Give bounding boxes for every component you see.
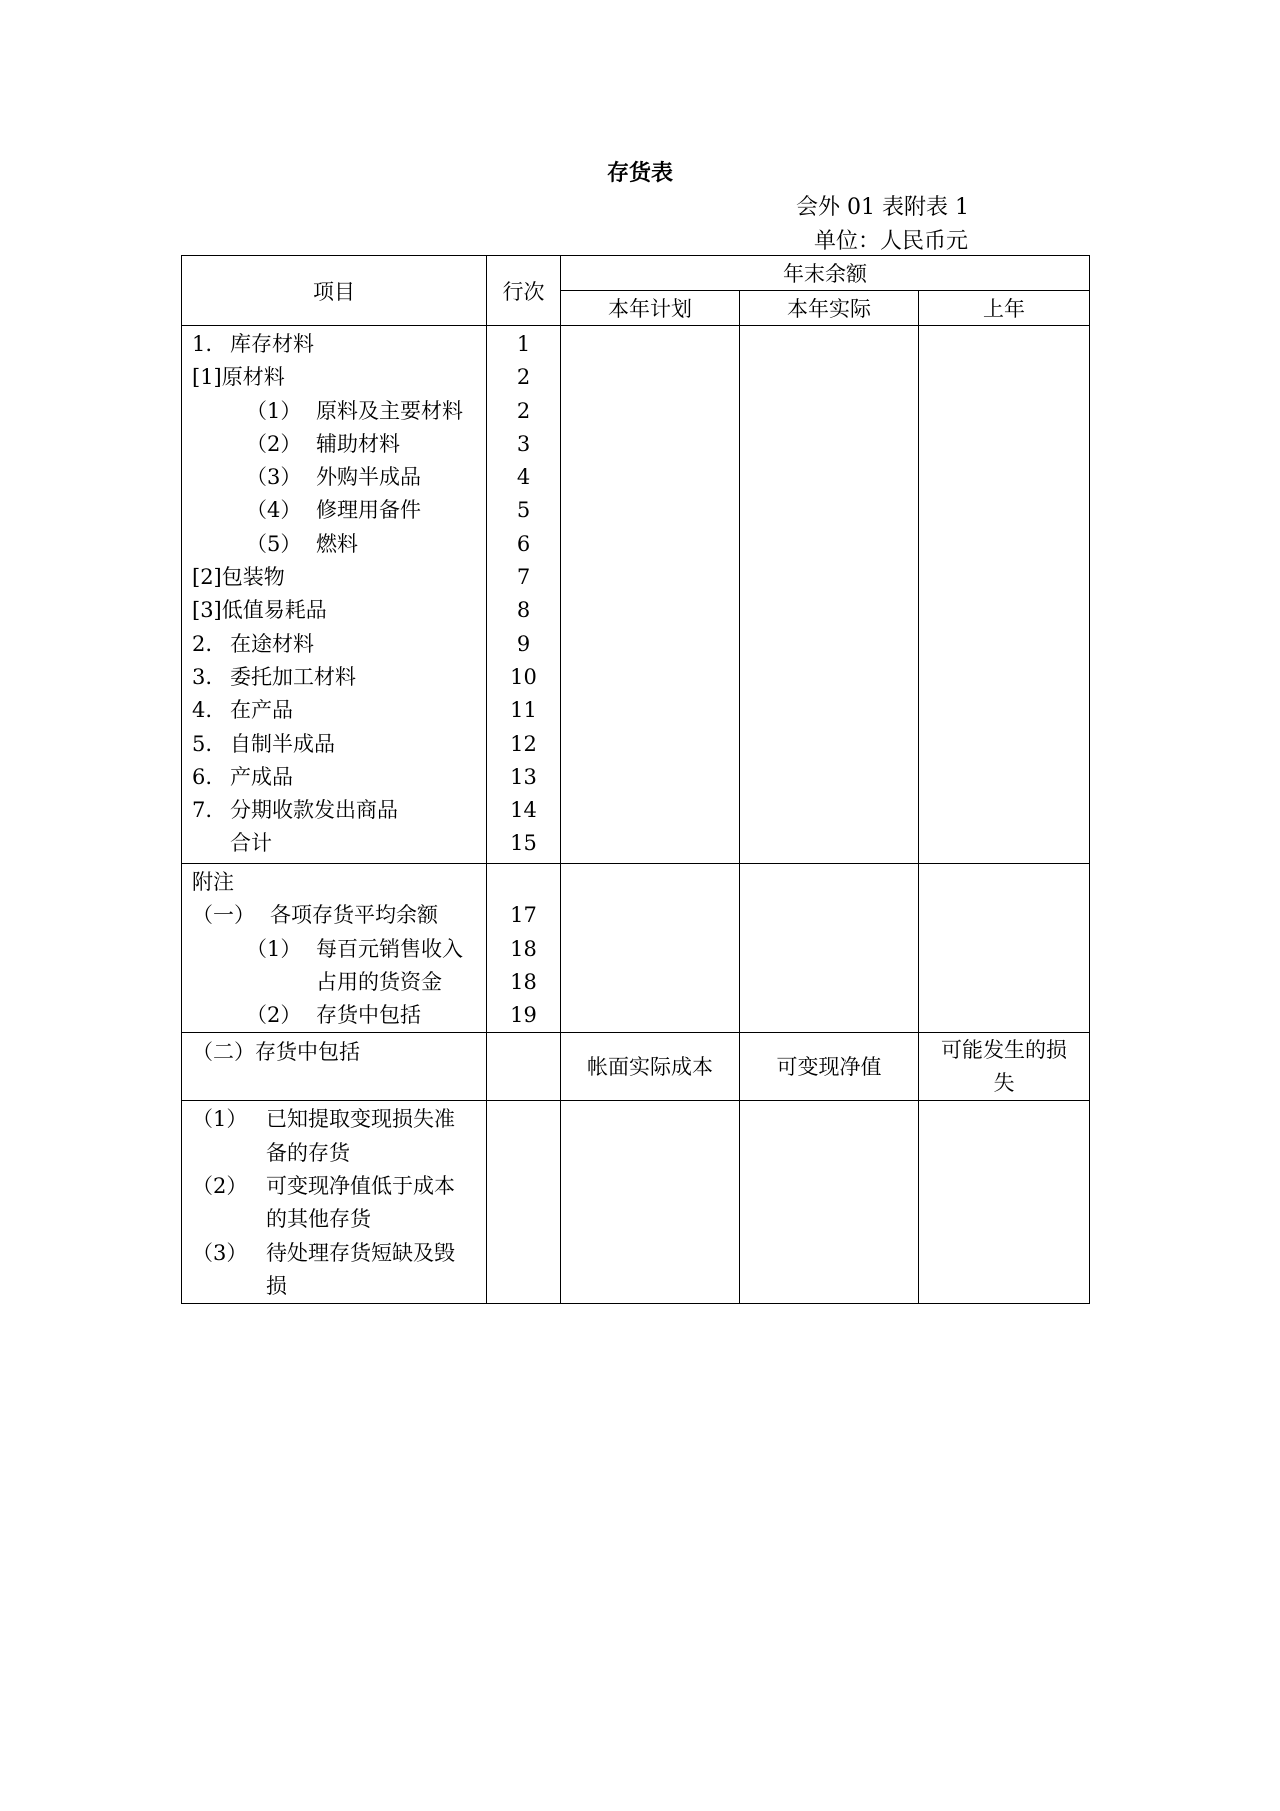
row-number: 3 [516,431,531,456]
list-item: （2） 可变现净值低于成本 [192,1174,455,1199]
section3-title: （二）存货中包括 [182,1033,487,1101]
row-number: 2 [516,398,531,423]
list-item: 占用的货资金 [316,969,442,994]
list-item: （1） 原料及主要材料 [246,398,463,423]
list-item: 1. 库存材料 [192,332,314,356]
row-number: 7 [516,565,531,590]
list-item: （4） 修理用备件 [246,498,421,523]
section2-row-numbers [487,864,561,1033]
header-item: 项目 [182,256,487,326]
section1-plan-cell [561,326,740,864]
list-item: [3]低值易耗品 [192,598,327,623]
row-number: 12 [510,731,537,756]
list-item: 4. 在产品 [192,698,293,723]
section3-row-no-cell [487,1033,561,1101]
list-item: （一） 各项存货平均余额 [192,903,438,928]
row-number: 1 [516,332,531,356]
list-item: 6. 产成品 [192,764,293,789]
row-number: 18 [510,936,537,961]
list-item: （1） 每百元销售收入 [246,936,463,961]
section3-row-no-blank [487,1101,561,1304]
row-number: 17 [510,903,537,928]
row-number: 19 [510,1003,537,1028]
section3-items [182,1101,487,1304]
header-plan: 本年计划 [561,291,740,326]
list-item: [1]原材料 [192,365,285,390]
row-number: 4 [516,465,531,490]
row-number: 6 [516,531,531,556]
list-item: （2） 辅助材料 [246,431,400,456]
list-item: 合计 [230,831,272,856]
list-item: （3） 外购半成品 [246,465,421,490]
header-actual: 本年实际 [740,291,919,326]
header-row-no: 行次 [487,256,561,326]
section1-items [182,326,487,864]
list-item: 5. 自制半成品 [192,731,335,756]
section3-net-cell [740,1101,919,1304]
col-net-realizable: 可变现净值 [740,1033,919,1101]
list-item-continued: 的其他存货 [266,1207,371,1232]
list-item: 7. 分期收款发出商品 [192,798,398,823]
list-item-continued: 损 [266,1273,287,1298]
list-item: （2） 存货中包括 [246,1003,421,1028]
header-year-end-balance: 年末余额 [561,256,1090,291]
list-item-continued: 备的存货 [266,1140,350,1165]
section3-loss-cell [919,1101,1090,1304]
row-number: 5 [516,498,531,523]
col-possible-loss-line1: 可能发生的损 [941,1037,1067,1062]
inventory-table [181,255,1090,1304]
list-item: （1） 已知提取变现损失准 [192,1107,455,1132]
section1-row-numbers [487,326,561,864]
list-item: （5） 燃料 [246,531,358,556]
header-last-year: 上年 [919,291,1090,326]
row-number: 11 [510,698,537,723]
col-book-cost: 帐面实际成本 [561,1033,740,1101]
note-label: 附注 [192,870,234,894]
section2-last-year-cell [919,864,1090,1033]
list-item: [2]包装物 [192,565,285,590]
row-number: 15 [510,831,537,856]
row-number: 10 [510,664,537,689]
row-number: 13 [510,764,537,789]
section1-last-year-cell [919,326,1090,864]
section3-cost-cell [561,1101,740,1304]
row-number: 2 [516,365,531,390]
list-item: 3. 委托加工材料 [192,664,356,689]
col-possible-loss [919,1033,1090,1101]
row-number: 14 [510,798,537,823]
currency-unit: 单位：人民币元 [814,229,969,254]
row-number: 8 [516,598,531,623]
form-number: 会外 01 表附表 1 [796,195,969,220]
row-number: 9 [516,631,531,656]
section2-items [182,864,487,1033]
list-item: （3） 待处理存货短缺及毁 [192,1240,455,1265]
section2-actual-cell [740,864,919,1033]
section2-plan-cell [561,864,740,1033]
section1-actual-cell [740,326,919,864]
col-possible-loss-line2: 失 [993,1070,1015,1095]
page-title: 存货表 [606,160,673,186]
list-item: 2. 在途材料 [192,631,314,656]
row-number: 18 [510,969,537,994]
